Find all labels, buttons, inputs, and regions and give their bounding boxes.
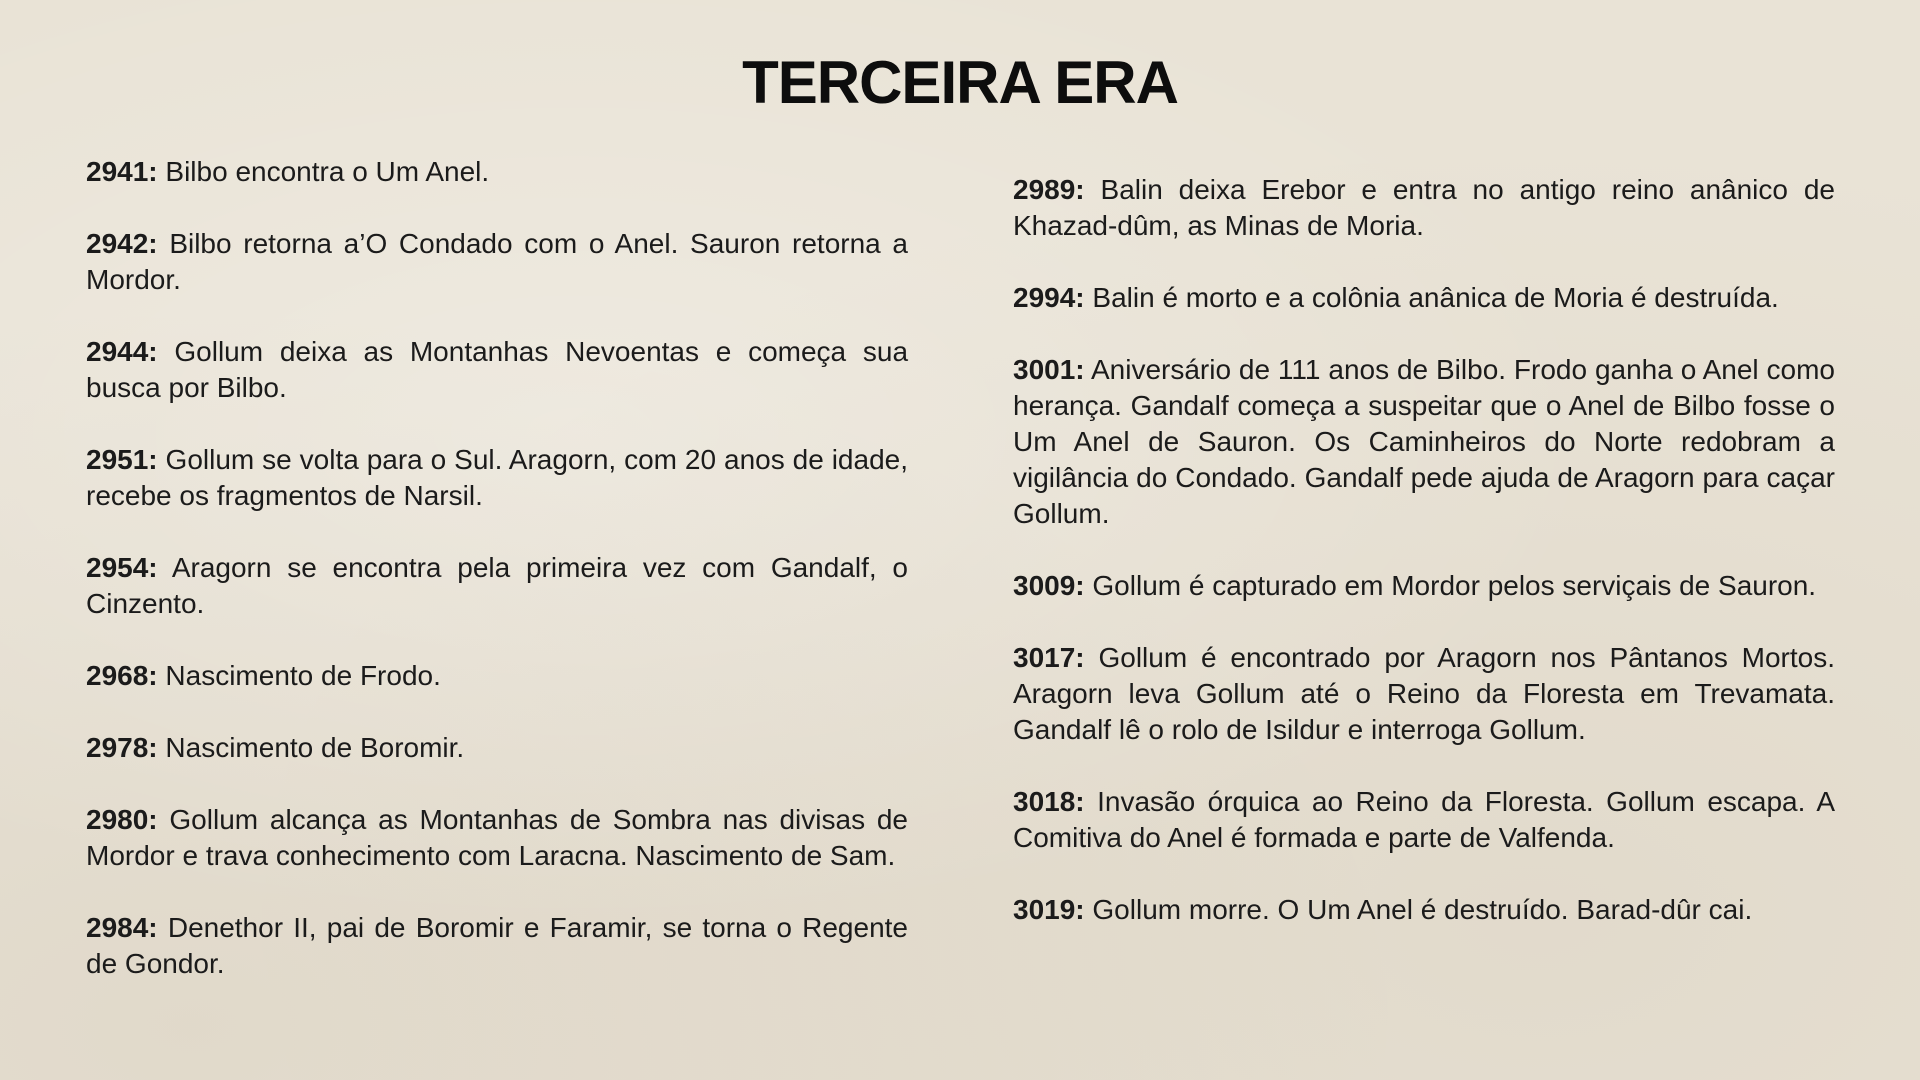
entry-year: 2978: xyxy=(86,732,158,763)
entry-year: 2994: xyxy=(1013,282,1085,313)
timeline-entry-2978 xyxy=(86,730,908,766)
entry-year: 2980: xyxy=(86,804,158,835)
entry-year: 3018: xyxy=(1013,786,1085,817)
timeline-entry-2980 xyxy=(86,802,908,874)
entry-year: 3019: xyxy=(1013,894,1085,925)
entry-text: Invasão órquica ao Reino da Floresta. Gollum escapa. A Comitiva do Anel é formada e parte de Valfenda. xyxy=(1013,786,1835,853)
entry-year: 2989: xyxy=(1013,174,1085,205)
entry-text: Gollum alcança as Montanhas de Sombra nas divisas de Mordor e trava conhecimento com Laracna. Nascimento de Sam. xyxy=(86,804,908,871)
entry-text: Nascimento de Boromir. xyxy=(165,732,465,763)
timeline-entry-2941 xyxy=(86,154,908,190)
entry-text: Bilbo retorna a’O Condado com o Anel. Sauron retorna a Mordor. xyxy=(86,228,908,295)
entry-year: 3017: xyxy=(1013,642,1085,673)
entry-text: Balin deixa Erebor e entra no antigo reino anânico de Khazad-dûm, as Minas de Moria. xyxy=(1013,174,1835,241)
timeline-entry-3018 xyxy=(1013,784,1835,856)
timeline-entry-2968 xyxy=(86,658,908,694)
timeline-entry-2954 xyxy=(86,550,908,622)
timeline-right-column xyxy=(1013,172,1835,964)
timeline-entry-3017 xyxy=(1013,640,1835,748)
entry-text: Gollum se volta para o Sul. Aragorn, com 20 anos de idade, recebe os fragmentos de Narsil. xyxy=(86,444,908,511)
entry-text: Aniversário de 111 anos de Bilbo. Frodo ganha o Anel como herança. Gandalf começa a suspeitar que o Anel de Bilbo fosse o Um Anel de Sauron. Os Caminheiros do Norte redobram a vigilância do Condado. Gandalf pede ajuda de Aragorn para caçar Gollum. xyxy=(1013,354,1836,529)
entry-year: 2954: xyxy=(86,552,158,583)
entry-year: 3001: xyxy=(1013,354,1085,385)
timeline-entry-3001 xyxy=(1013,352,1835,532)
timeline-entry-2944 xyxy=(86,334,908,406)
entry-year: 2984: xyxy=(86,912,158,943)
entry-text: Gollum deixa as Montanhas Nevoentas e começa sua busca por Bilbo. xyxy=(86,336,909,403)
entry-year: 2941: xyxy=(86,156,158,187)
entry-year: 2942: xyxy=(86,228,158,259)
page-title: TERCEIRA ERA xyxy=(742,49,1178,116)
entry-text: Denethor II, pai de Boromir e Faramir, se torna o Regente de Gondor. xyxy=(86,912,909,979)
entry-text: Bilbo encontra o Um Anel. xyxy=(165,156,490,187)
entry-text: Gollum morre. O Um Anel é destruído. Barad-dûr cai. xyxy=(1092,894,1753,925)
entry-text: Gollum é capturado em Mordor pelos serviçais de Sauron. xyxy=(1092,570,1817,601)
timeline-entry-2942 xyxy=(86,226,908,298)
timeline-entry-3019 xyxy=(1013,892,1835,928)
timeline-left-column xyxy=(86,154,908,1018)
entry-text: Aragorn se encontra pela primeira vez com Gandalf, o Cinzento. xyxy=(86,552,909,619)
timeline-entry-2951 xyxy=(86,442,908,514)
entry-text: Nascimento de Frodo. xyxy=(165,660,441,691)
entry-year: 2968: xyxy=(86,660,158,691)
timeline-entry-2984 xyxy=(86,910,908,982)
entry-year: 2944: xyxy=(86,336,158,367)
entry-year: 3009: xyxy=(1013,570,1085,601)
timeline-entry-2994 xyxy=(1013,280,1835,316)
entry-text: Gollum é encontrado por Aragorn nos Pântanos Mortos. Aragorn leva Gollum até o Reino da Floresta em Trevamata. Gandalf lê o rolo de Isildur e interroga Gollum. xyxy=(1013,642,1835,745)
entry-year: 2951: xyxy=(86,444,158,475)
timeline-entry-2989 xyxy=(1013,172,1835,244)
entry-text: Balin é morto e a colônia anânica de Moria é destruída. xyxy=(1092,282,1779,313)
timeline-entry-3009 xyxy=(1013,568,1835,604)
